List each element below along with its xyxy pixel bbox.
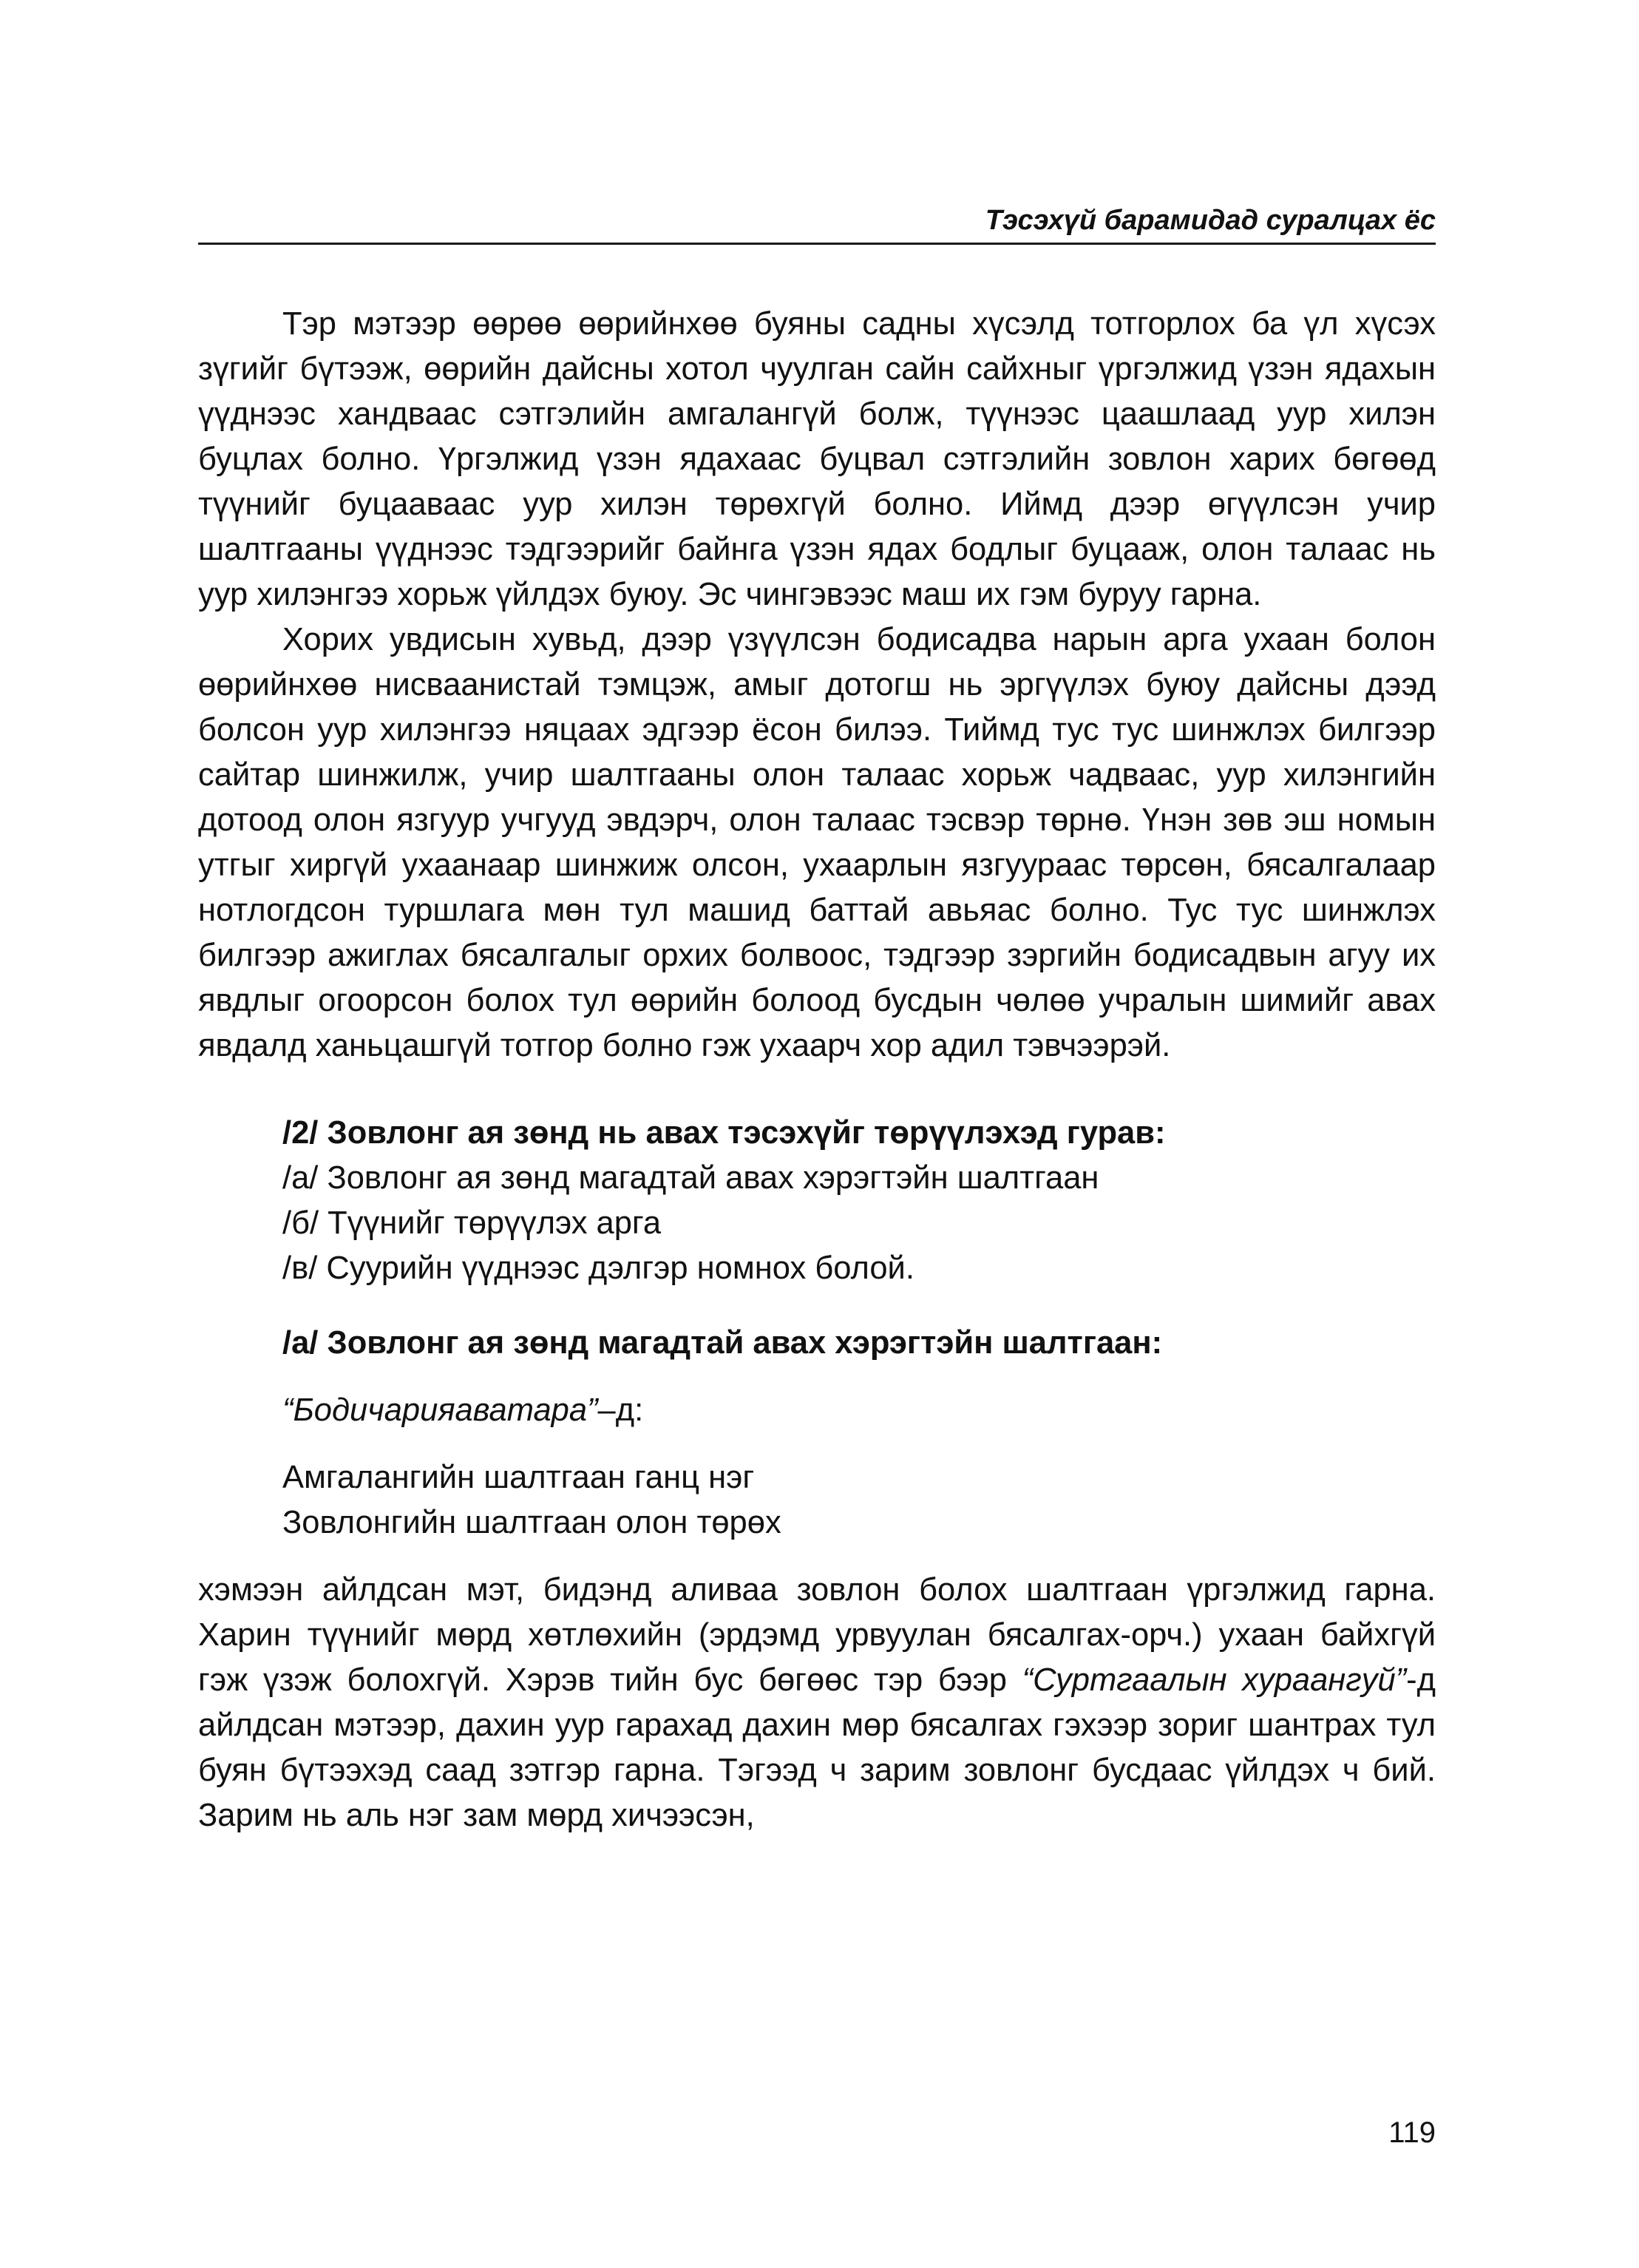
source-title: “Бодичарияаватара” — [282, 1392, 598, 1428]
paragraph-2: Хорих увдисын хувьд, дээр үзүүлсэн бодисадва нарын арга ухаан болон өөрийнхөө нисваанистай тэмцэж, амыг дотогш нь эргүүлэх буюу дайсны дээд болсон уур хилэнгээ няцаах эдгээр ёсон билээ. Тиймд тус тус шинжлэх билгээр сайтар шинжилж, учир шалтгааны олон талаас хорьж чадваас, уур хилэнгийн дотоод олон язгуур учгууд эвдэрч, олон талаас тэсвэр төрнө. Үнэн зөв эш номын утгыг хиргүй ухаанаар шинжиж олсон, ухаарлын язгуураас төрсөн, бясалгалаар нотлогдсон туршлага мөн тул машид баттай авьяас болно. Тус тус шинжлэх билгээр ажиглах бясалгалыг орхих болвоос, тэдгээр зэргийн бодисадвын агуу их явдлыг огоорсон болох тул өөрийн болоод бусдын чөлөө учралын шимийг авах явдалд ханьцашгүй тотгор болно гэж ухаарч хор адил тэвчээрэй. — [198, 622, 1436, 1063]
source-citation — [198, 1388, 1436, 1433]
verse-line-1: Амгалангийн шалтгаан ганц нэг — [282, 1460, 755, 1495]
section-2-list — [198, 1156, 1436, 1291]
verse-line-2: Зовлонгийн шалтгаан олон төрөх — [282, 1505, 781, 1540]
paragraph-3-part-1: хэмээн айлдсан мэт, бидэнд аливаа зовлон болох шалтгаан үргэлжид гарна. Харин түүнийг мөрд хөтлөхийн (эрдэмд урвуулан бясалгах-орч.) ухаан байхгүй гэж үзэж болохгүй. Хэрэв тийн бус бөгөөс тэр бээр — [198, 1572, 1436, 1698]
paragraph-3 — [198, 1568, 1436, 1838]
list-item-c: /в/ Суурийн үүднээс дэлгэр номнох болой. — [282, 1250, 914, 1286]
running-header-title: Тэсэхүй барамидад суралцах ёс — [985, 205, 1436, 236]
paragraph-1: Тэр мэтээр өөрөө өөрийнхөө буяны садны хүсэлд тотгорлох ба үл хүсэх зүгийг бүтээж, өөрийн дайсны хотол чуулган сайн сайхныг үргэлжид үзэн ядахын үүднээс хандваас сэтгэлийн амгалангүй болж, түүнээс цаашлаад уур хилэн буцлах болно. Үргэлжид үзэн ядахаас буцвал сэтгэлийн зовлон харих бөгөөд түүнийг буцааваас уур хилэн төрөхгүй болно. Иймд дээр өгүүлсэн учир шалтгааны үүднээс тэдгээрийг байнга үзэн ядах бодлыг буцааж, олон талаас нь уур хилэнгээ хорьж үйлдэх буюу. Эс чингэвээс маш их гэм буруу гарна. — [198, 306, 1436, 612]
paragraph-3-part-2: -д айлдсан мэтээр, дахин уур гарахад дахин мөр бясалгах гэхээр зориг шантрах тул буян бүтээхэд саад зэтгэр гарна. Тэгээд ч зарим зовлонг бусдаас үйлдэх ч бий. Зарим нь аль нэг зам мөрд хичээсэн, — [198, 1662, 1436, 1833]
source-suffix: –д: — [597, 1392, 644, 1428]
section-heading-2: /2/ Зовлонг ая зөнд нь авах тэсэхүйг төрүүлэхэд гурав: — [282, 1115, 1166, 1151]
running-header — [198, 204, 1436, 245]
verse-quote — [198, 1455, 1436, 1546]
list-item-a: /а/ Зовлонг ая зөнд магадтай авах хэрэгтэйн шалтгаан — [282, 1160, 1099, 1196]
page-body — [198, 302, 1436, 1838]
paragraph-3-cited-title: “Суртгаалын хураангуй” — [1022, 1662, 1407, 1698]
list-item-b: /б/ Түүнийг төрүүлэх арга — [282, 1205, 662, 1241]
subsection-heading-a: /а/ Зовлонг ая зөнд магадтай авах хэрэгтэйн шалтгаан: — [282, 1325, 1163, 1361]
page-number: 119 — [1388, 2116, 1436, 2149]
